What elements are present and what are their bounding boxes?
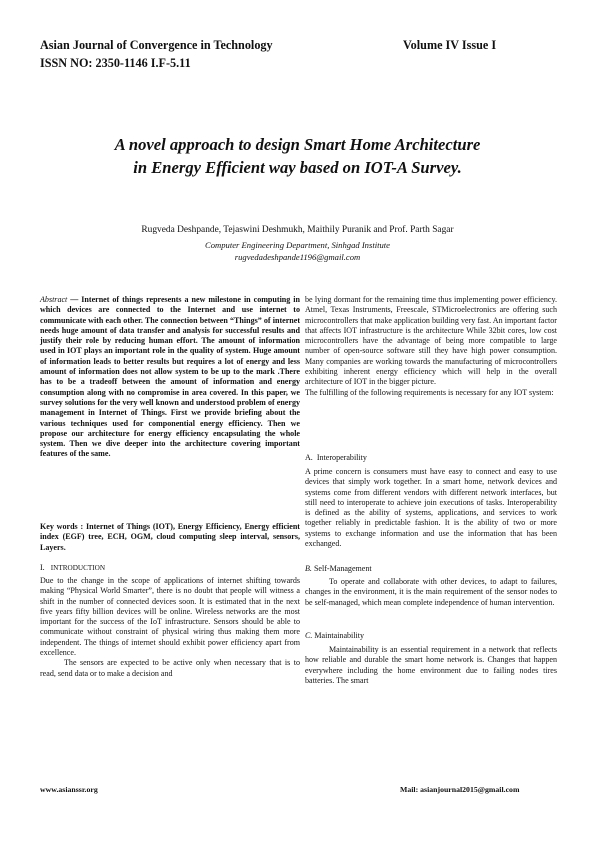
right-paragraph-1: be lying dormant for the remaining time thus implementing power efficiency. Atmel, Texas Instruments, Freescale, STMicroelectronics are offering such microcontrollers that make application building very fast. An important factor that affects IOT infrastructure is the architecture While 32bit cores, low cost microcontrollers have the advantage of being more compatible to large number of open-source software still they have high power consumption. Many companies are working towards the manufacturing of microcontrollers exhibiting inherent energy efficiency which will help in the overall architecture of IOT in the bigger picture.: [305, 295, 557, 387]
subsection-title: Maintainability: [314, 631, 365, 640]
subsection-letter: A.: [305, 453, 313, 462]
subsection-title: Interoperability: [316, 453, 367, 462]
section-title: INTRODUCTION: [50, 564, 106, 572]
affiliation-block: [40, 239, 555, 263]
title-line-2: in Energy Efficient way based on IOT-A Survey.: [133, 158, 462, 177]
subsection-letter: B.: [305, 564, 312, 573]
title-line-1: A novel approach to design Smart Home Architecture: [114, 135, 481, 154]
intro-paragraph-2: The sensors are expected to be active only when necessary that is to read, send data or to make a decision and: [40, 658, 300, 678]
journal-name: Asian Journal of Convergence in Technology: [40, 38, 273, 52]
volume-issue: Volume IV Issue I: [403, 38, 497, 52]
author-list: Rugveda Deshpande, Tejaswini Deshmukh, Maithily Puranik and Prof. Parth Sagar: [141, 225, 454, 235]
footer-website: www.asianssr.org: [40, 785, 98, 794]
subsection-heading-c: [305, 631, 557, 641]
affiliation: Computer Engineering Department, Sinhgad Institute: [205, 240, 390, 250]
maintainability-paragraph: Maintainability is an essential requirement in a network that reflects how reliable and durable the smart home network is. Changes that happen everywhere including the home environment due to failing nodes tires batteries. The smart: [305, 645, 557, 685]
subsection-letter: C.: [305, 631, 313, 640]
subsection-title: Self-Management: [313, 564, 372, 573]
subsection-heading-b: [305, 564, 557, 574]
right-column-text: [305, 295, 557, 398]
right-paragraph-2: The fulfilling of the following requirements is necessary for any IOT system:: [305, 387, 554, 397]
intro-text: [40, 576, 300, 679]
section-heading-introduction: [40, 563, 300, 573]
abstract: [40, 295, 300, 460]
abstract-text: — Internet of things represents a new milestone in computing in which devices are connected to the Internet and use internet to communicate with each other. The connection between “Things” of internet needs huge amount of data transfer and analysis for successful results and justify their role by reducing human effort. The amount of information used in IOT plays an important role in the quality of system. Huge amount of information leads to better results but requires a lot of energy and less amount of information does not allow system to be up to the mark .There has to be a tradeoff between the amount of information and energy consumption along with no compromise in area covered. In this paper, we survey solutions for the very well known and understood problem of energy management in Internet of Things. First we provide briefing about the various techniques used for componential energy efficiency. Then we propose our architecture for energy efficiency encapsulating the whole system. Then we dive deeper into the architecture covering important features of the same.: [40, 295, 300, 459]
footer-mail: Mail: asianjournal2015@gmail.com: [400, 785, 520, 794]
interoperability-paragraph: A prime concern is consumers must have easy to connect and easy to use devices that simply work together. In a smart home, network devices and systems come from different vendors with different network interfaces, but still need to interoperate to achieve join executions of tasks. Interoperability is defined as the ability of systems, applications, and services to work together reliably in predictable fashion. It is the ability of two or more systems to exchange information and use the information that has been exchanged.: [305, 467, 557, 549]
self-management-paragraph: To operate and collaborate with other devices, to adapt to failures, changes in the environment, it is the main requirement of the sensor nodes to be self-managed, which mean complete independence of human intervention.: [305, 577, 557, 607]
paper-title: [40, 133, 555, 179]
keywords: Key words : Internet of Things (IOT), Energy Efficiency, Energy efficient index (EGF) tree, ECH, OGM, cloud computing sleep interval, sensors, Layers.: [40, 522, 300, 552]
author-email: rugvedadeshpande1196@gmail.com: [234, 252, 361, 262]
intro-paragraph-1: Due to the change in the scope of applications of internet shifting towards making “Physical World Smarter”, there is no doubt that people will witness a shift in the number of connected devices soon. It is estimated that in the next five years fifty billion devices will be online. Wireless networks are the most important for the success of the IoT infrastructure. Sensors should be able to communicate without constraint of physical wiring thus making them more independent. The things of internet should exhibit power efficiency apart from excellence.: [40, 576, 300, 658]
issn-line: ISSN NO: 2350-1146 I.F-5.11: [40, 56, 191, 70]
abstract-label: Abstract: [40, 295, 68, 304]
subsection-heading-a: [305, 453, 557, 463]
section-number: I.: [40, 563, 45, 572]
